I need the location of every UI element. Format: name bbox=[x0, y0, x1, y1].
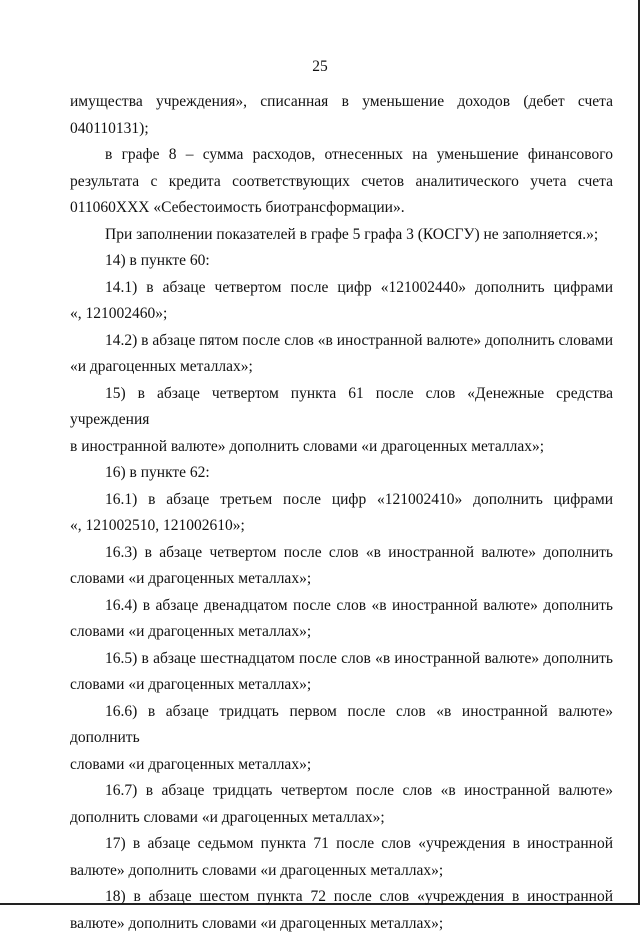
paragraph-line: словами «и драгоценных металлах»; bbox=[70, 566, 613, 593]
paragraph bbox=[70, 460, 613, 487]
paragraph-line: 16) в пункте 62: bbox=[70, 460, 613, 487]
paragraph-line: 011060XXX «Себестоимость биотрансформации». bbox=[70, 195, 613, 222]
paragraph-line: 15) в абзаце четвертом пункта 61 после слов «Денежные средства учреждения bbox=[70, 381, 613, 434]
paragraph bbox=[70, 540, 613, 593]
paragraph bbox=[70, 831, 613, 884]
paragraph bbox=[70, 778, 613, 831]
paragraph bbox=[70, 646, 613, 699]
paragraph-line: 16.6) в абзаце тридцать первом после слов «в иностранной валюте» дополнить bbox=[70, 699, 613, 752]
paragraph bbox=[70, 89, 613, 142]
paragraph-line: «, 121002460»; bbox=[70, 301, 613, 328]
paragraph bbox=[70, 381, 613, 461]
paragraph-line: 17) в абзаце седьмом пункта 71 после слов «учреждения в иностранной bbox=[70, 831, 613, 858]
paragraph-line: результата с кредита соответствующих счетов аналитического учета счета bbox=[70, 169, 613, 196]
paragraph-line: «, 121002510, 121002610»; bbox=[70, 513, 613, 540]
paragraph-line: в иностранной валюте» дополнить словами «и драгоценных металлах»; bbox=[70, 434, 613, 461]
paragraph-line: имущества учреждения», списанная в уменьшение доходов (дебет счета 040110131); bbox=[70, 89, 613, 142]
paragraph-line: словами «и драгоценных металлах»; bbox=[70, 672, 613, 699]
document-body bbox=[70, 89, 613, 937]
paragraph bbox=[70, 275, 613, 328]
paragraph bbox=[70, 142, 613, 222]
paragraph-line: 14) в пункте 60: bbox=[70, 248, 613, 275]
paragraph-line: 14.1) в абзаце четвертом после цифр «121002440» дополнить цифрами bbox=[70, 275, 613, 302]
paragraph-line: 16.5) в абзаце шестнадцатом после слов «в иностранной валюте» дополнить bbox=[70, 646, 613, 673]
paragraph-line: 16.7) в абзаце тридцать четвертом после слов «в иностранной валюте» bbox=[70, 778, 613, 805]
paragraph bbox=[70, 487, 613, 540]
paragraph-line: в графе 8 – сумма расходов, отнесенных на уменьшение финансового bbox=[70, 142, 613, 169]
paragraph-line: дополнить словами «и драгоценных металлах»; bbox=[70, 805, 613, 832]
paragraph-line: 16.4) в абзаце двенадцатом после слов «в иностранной валюте» дополнить bbox=[70, 593, 613, 620]
paragraph bbox=[70, 884, 613, 937]
paragraph bbox=[70, 222, 613, 249]
paragraph bbox=[70, 328, 613, 381]
paragraph bbox=[70, 593, 613, 646]
paragraph-line: словами «и драгоценных металлах»; bbox=[70, 619, 613, 646]
paragraph-line: 14.2) в абзаце пятом после слов «в иностранной валюте» дополнить словами bbox=[70, 328, 613, 355]
paragraph-line: «и драгоценных металлах»; bbox=[70, 354, 613, 381]
page-number: 25 bbox=[0, 58, 640, 76]
paragraph-line: При заполнении показателей в графе 5 графа 3 (КОСГУ) не заполняется.»; bbox=[70, 222, 613, 249]
paragraph bbox=[70, 699, 613, 779]
paragraph-line: валюте» дополнить словами «и драгоценных металлах»; bbox=[70, 858, 613, 885]
paragraph-line: 16.3) в абзаце четвертом после слов «в иностранной валюте» дополнить bbox=[70, 540, 613, 567]
paragraph-line: валюте» дополнить словами «и драгоценных металлах»; bbox=[70, 911, 613, 937]
paragraph bbox=[70, 248, 613, 275]
paragraph-line: 18) в абзаце шестом пункта 72 после слов «учреждения в иностранной bbox=[70, 884, 613, 911]
paragraph-line: словами «и драгоценных металлах»; bbox=[70, 752, 613, 779]
paragraph-line: 16.1) в абзаце третьем после цифр «121002410» дополнить цифрами bbox=[70, 487, 613, 514]
